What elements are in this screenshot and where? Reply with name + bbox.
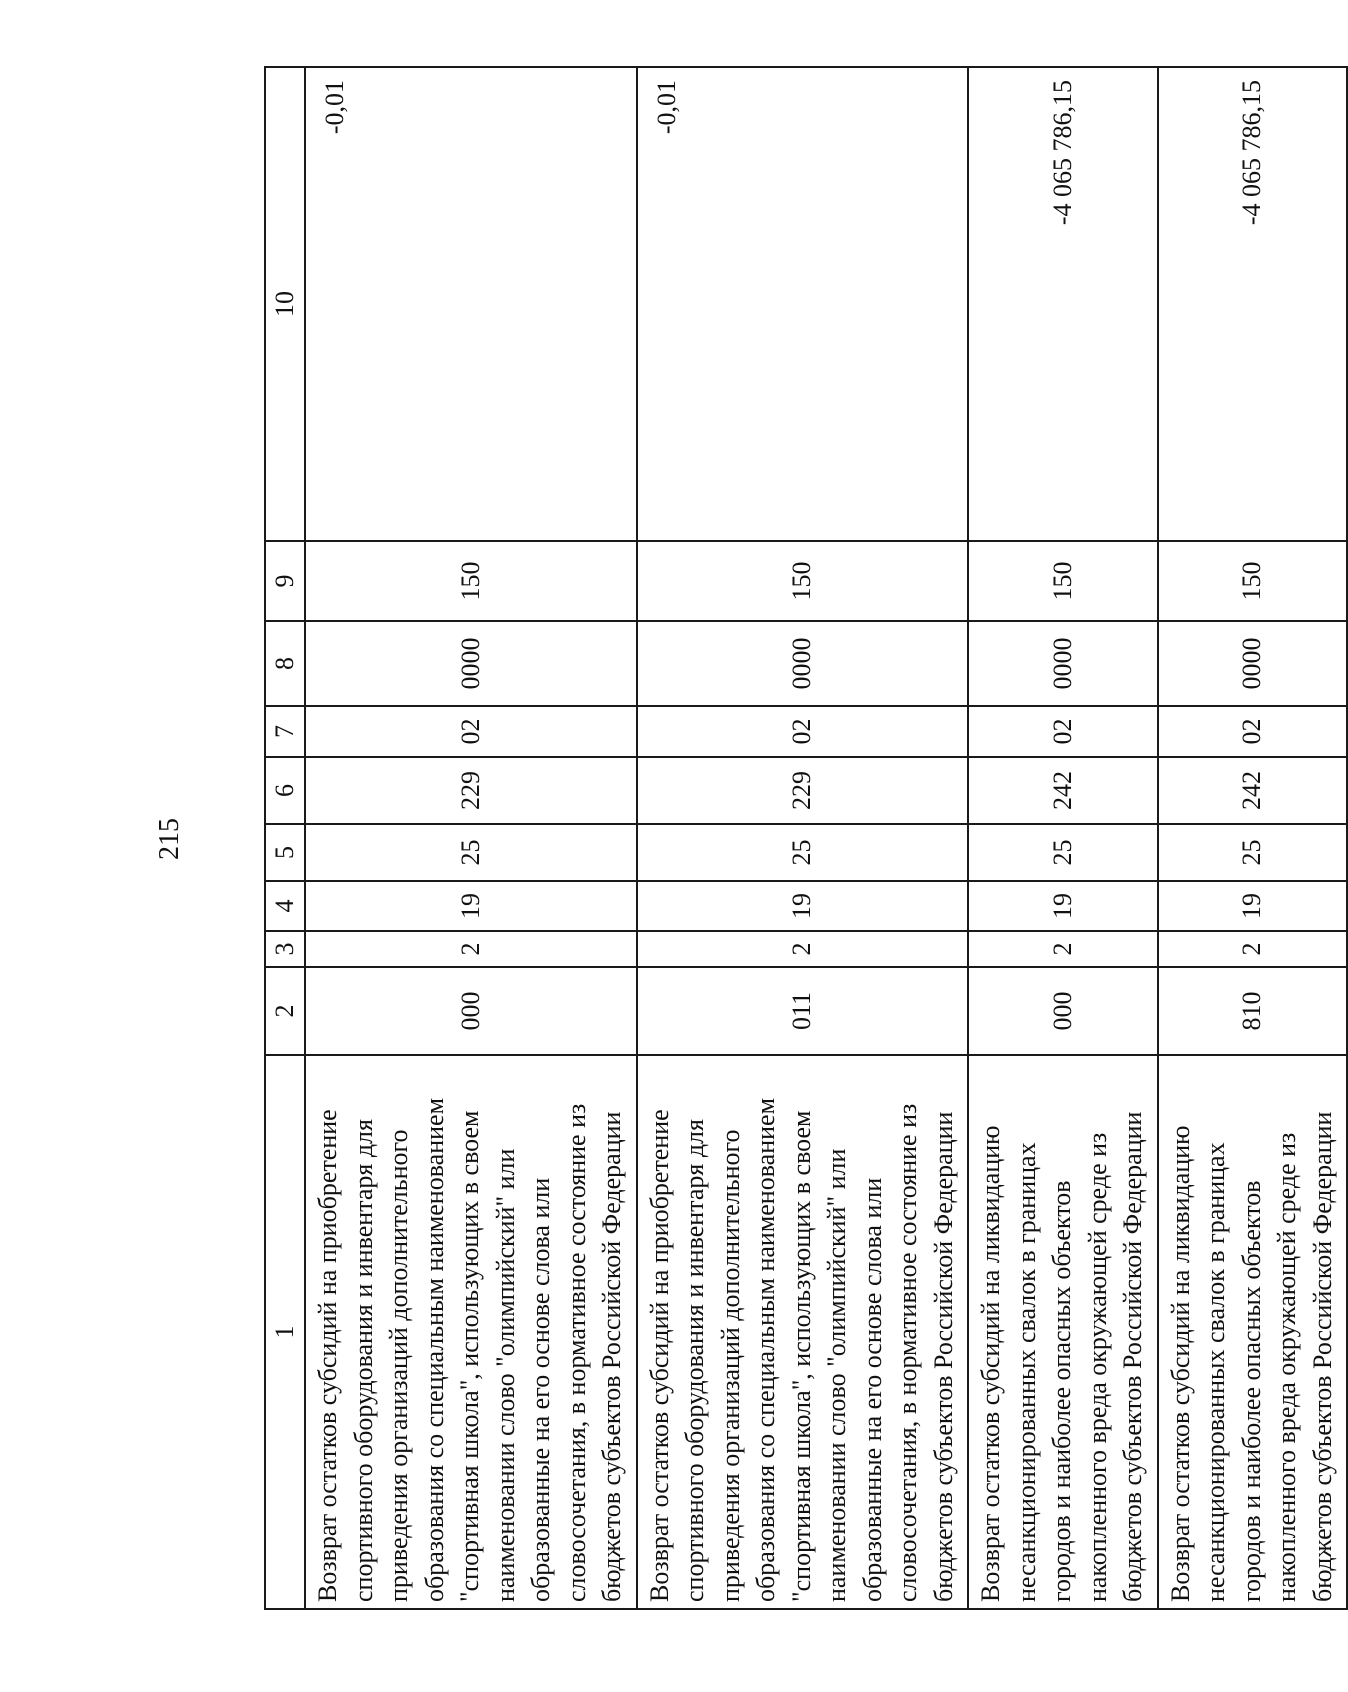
column-header: 8 — [265, 621, 305, 706]
code-cell: 2 — [305, 931, 637, 967]
code-cell: 150 — [1158, 541, 1348, 621]
page-number: 215 — [154, 818, 185, 860]
amount-cell: -4 065 786,15 — [968, 67, 1158, 541]
code-cell: 19 — [1158, 881, 1348, 931]
code-cell: 02 — [1158, 706, 1348, 757]
code-cell: 19 — [637, 881, 969, 931]
column-header: 5 — [265, 824, 305, 881]
table-row — [968, 67, 1158, 1609]
code-cell: 02 — [637, 706, 969, 757]
column-header: 1 — [265, 1055, 305, 1609]
row-description: Возврат остатков субсидий на ликвидацию несанкционированных свалок в границах городов и наиболее опасных объектов накопленного вреда окружающей среде из бюджетов субъектов Российской Федерации — [968, 1055, 1158, 1609]
table-row — [637, 67, 969, 1609]
code-cell: 0000 — [637, 621, 969, 706]
column-header: 7 — [265, 706, 305, 757]
code-cell: 000 — [968, 967, 1158, 1055]
code-cell: 19 — [305, 881, 637, 931]
code-cell: 150 — [637, 541, 969, 621]
column-header: 6 — [265, 757, 305, 824]
table-row — [305, 67, 637, 1609]
column-header: 2 — [265, 967, 305, 1055]
code-cell: 150 — [968, 541, 1158, 621]
code-cell: 25 — [305, 824, 637, 881]
code-cell: 000 — [305, 967, 637, 1055]
code-cell: 0000 — [305, 621, 637, 706]
code-cell: 2 — [637, 931, 969, 967]
code-cell: 2 — [1158, 931, 1348, 967]
code-cell: 0000 — [1158, 621, 1348, 706]
code-cell: 229 — [637, 757, 969, 824]
code-cell: 02 — [305, 706, 637, 757]
code-cell: 810 — [1158, 967, 1348, 1055]
code-cell: 2 — [968, 931, 1158, 967]
code-cell: 25 — [968, 824, 1158, 881]
amount-cell: -4 065 786,15 — [1158, 67, 1348, 541]
row-description: Возврат остатков субсидий на приобретение спортивного оборудования и инвентаря для приведения организаций дополнительного образования со специальным наименованием "спортивная школа", использующих в своем наименовании слово "олимпийский" или образованные на его основе слова или словосочетания, в нормативное состояние из бюджетов субъектов Российской Федерации — [637, 1055, 969, 1609]
rotated-page — [142, 68, 1337, 1610]
code-cell: 25 — [637, 824, 969, 881]
column-header: 3 — [265, 931, 305, 967]
budget-table — [264, 66, 1348, 1610]
amount-cell: -0,01 — [305, 67, 637, 541]
row-description: Возврат остатков субсидий на ликвидацию несанкционированных свалок в границах городов и наиболее опасных объектов накопленного вреда окружающей среде из бюджетов субъектов Российской Федерации — [1158, 1055, 1348, 1609]
column-header: 9 — [265, 541, 305, 621]
code-cell: 25 — [1158, 824, 1348, 881]
header-row — [265, 67, 305, 1609]
code-cell: 02 — [968, 706, 1158, 757]
table-row — [1158, 67, 1348, 1609]
column-header: 10 — [265, 67, 305, 541]
code-cell: 011 — [637, 967, 969, 1055]
code-cell: 0000 — [968, 621, 1158, 706]
code-cell: 150 — [305, 541, 637, 621]
code-cell: 19 — [968, 881, 1158, 931]
code-cell: 242 — [1158, 757, 1348, 824]
row-description: Возврат остатков субсидий на приобретение спортивного оборудования и инвентаря для приведения организаций дополнительного образования со специальным наименованием "спортивная школа", использующих в своем наименовании слово "олимпийский" или образованные на его основе слова или словосочетания, в нормативное состояние из бюджетов субъектов Российской Федерации — [305, 1055, 637, 1609]
code-cell: 242 — [968, 757, 1158, 824]
column-header: 4 — [265, 881, 305, 931]
amount-cell: -0,01 — [637, 67, 969, 541]
code-cell: 229 — [305, 757, 637, 824]
